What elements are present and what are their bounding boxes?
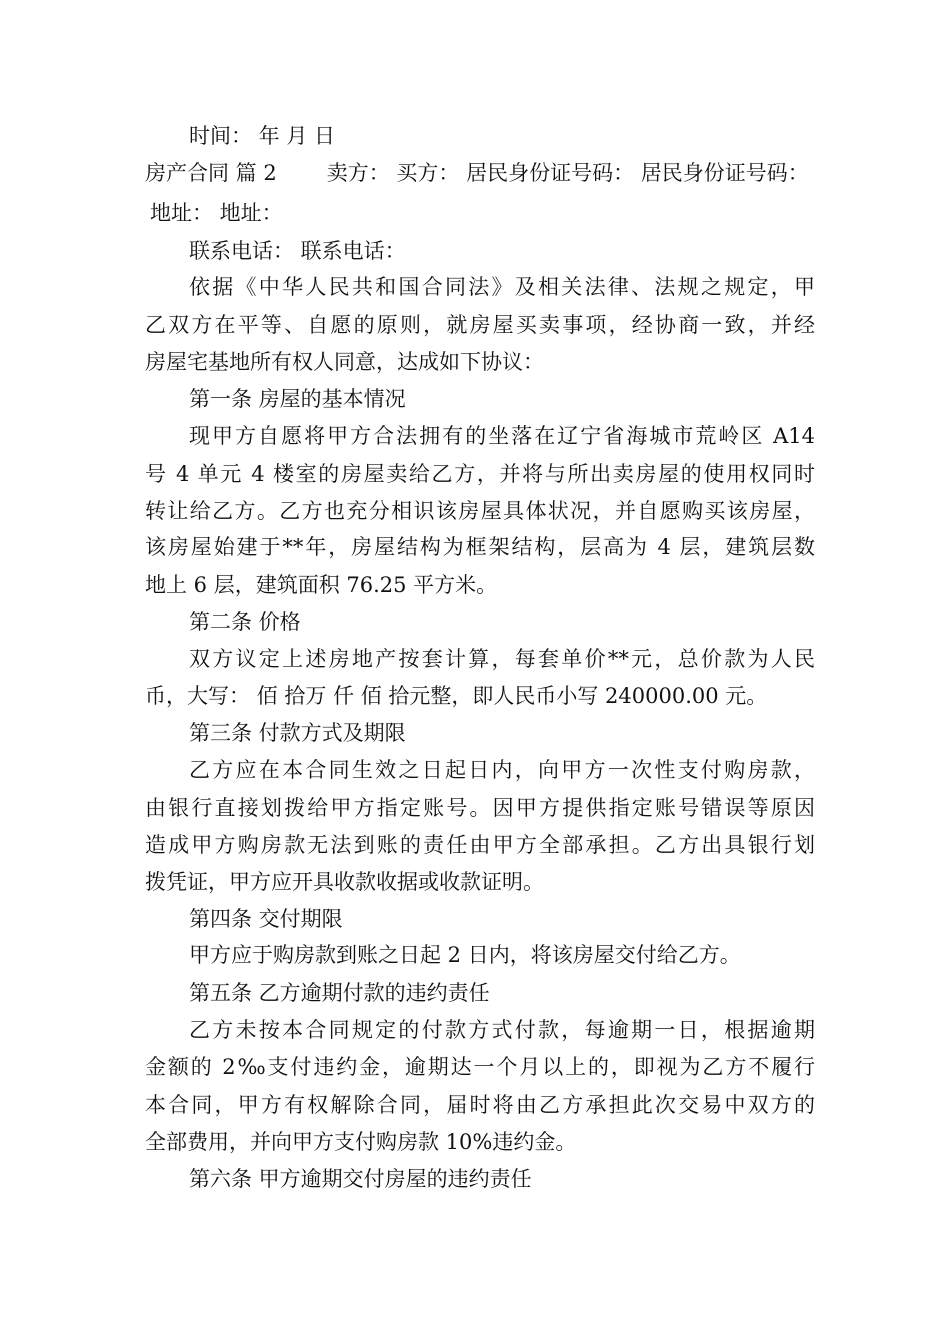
article5-heading: 第五条 乙方逾期付款的违约责任 (189, 981, 490, 1005)
article3-line-2: 由银行直接划拨给甲方指定账号。因甲方提供指定账号错误等原因 (145, 796, 815, 820)
contract-title: 房产合同 篇 2 (145, 161, 277, 185)
phone-line: 联系电话： 联系电话： (189, 239, 406, 263)
article1-line-2: 号 4 单元 4 楼室的房屋卖给乙方，并将与所出卖房屋的使用权同时 (145, 462, 815, 486)
article3-heading: 第三条 付款方式及期限 (189, 721, 406, 745)
article2-line-2: 币，大写： 佰 拾万 仟 佰 拾元整，即人民币小写 240000.00 元。 (145, 684, 768, 708)
article3-line-1: 乙方应在本合同生效之日起日内，向甲方一次性支付购房款， (189, 758, 815, 782)
article4-heading: 第四条 交付期限 (189, 907, 343, 931)
article3-line-3: 造成甲方购房款无法到账的责任由甲方全部承担。乙方出具银行划 (145, 833, 815, 857)
article1-line-5: 地上 6 层，建筑面积 76.25 平方米。 (145, 573, 498, 597)
article4-line-1: 甲方应于购房款到账之日起 2 日内，将该房屋交付给乙方。 (189, 943, 741, 967)
intro-line-2: 乙双方在平等、自愿的原则，就房屋买卖事项，经协商一致，并经 (145, 313, 815, 337)
article6-heading: 第六条 甲方逾期交付房屋的违约责任 (189, 1167, 532, 1191)
date-line: 时间： 年 月 日 (189, 124, 336, 148)
article1-line-4: 该房屋始建于**年，房屋结构为框架结构，层高为 4 层，建筑层数 (145, 535, 815, 559)
article2-heading: 第二条 价格 (189, 610, 301, 634)
address-line: 地址： 地址： (150, 201, 283, 225)
intro-line-1: 依据《中华人民共和国合同法》及相关法律、法规之规定，甲 (189, 275, 815, 299)
intro-line-3: 房屋宅基地所有权人同意，达成如下协议： (145, 350, 544, 374)
article3-line-4: 拨凭证，甲方应开具收款收据或收款证明。 (145, 870, 544, 894)
parties-line: 卖方： 买方： 居民身份证号码： 居民身份证号码： (326, 161, 809, 185)
title-parties-line (145, 159, 815, 187)
article1-line-3: 转让给乙方。乙方也充分相识该房屋具体状况，并自愿购买该房屋， (145, 499, 815, 523)
article2-line-1: 双方议定上述房地产按套计算，每套单价**元，总价款为人民 (189, 647, 815, 671)
article5-line-1: 乙方未按本合同规定的付款方式付款，每逾期一日，根据逾期 (189, 1018, 815, 1042)
article5-line-2: 金额的 2‰支付违约金，逾期达一个月以上的，即视为乙方不履行 (145, 1055, 815, 1079)
article5-line-3: 本合同，甲方有权解除合同，届时将由乙方承担此次交易中双方的 (145, 1093, 815, 1117)
article1-line-1: 现甲方自愿将甲方合法拥有的坐落在辽宁省海城市荒岭区 A14 (189, 424, 815, 448)
article1-heading: 第一条 房屋的基本情况 (189, 387, 406, 411)
article5-line-4: 全部费用，并向甲方支付购房款 10%违约金。 (145, 1130, 577, 1154)
